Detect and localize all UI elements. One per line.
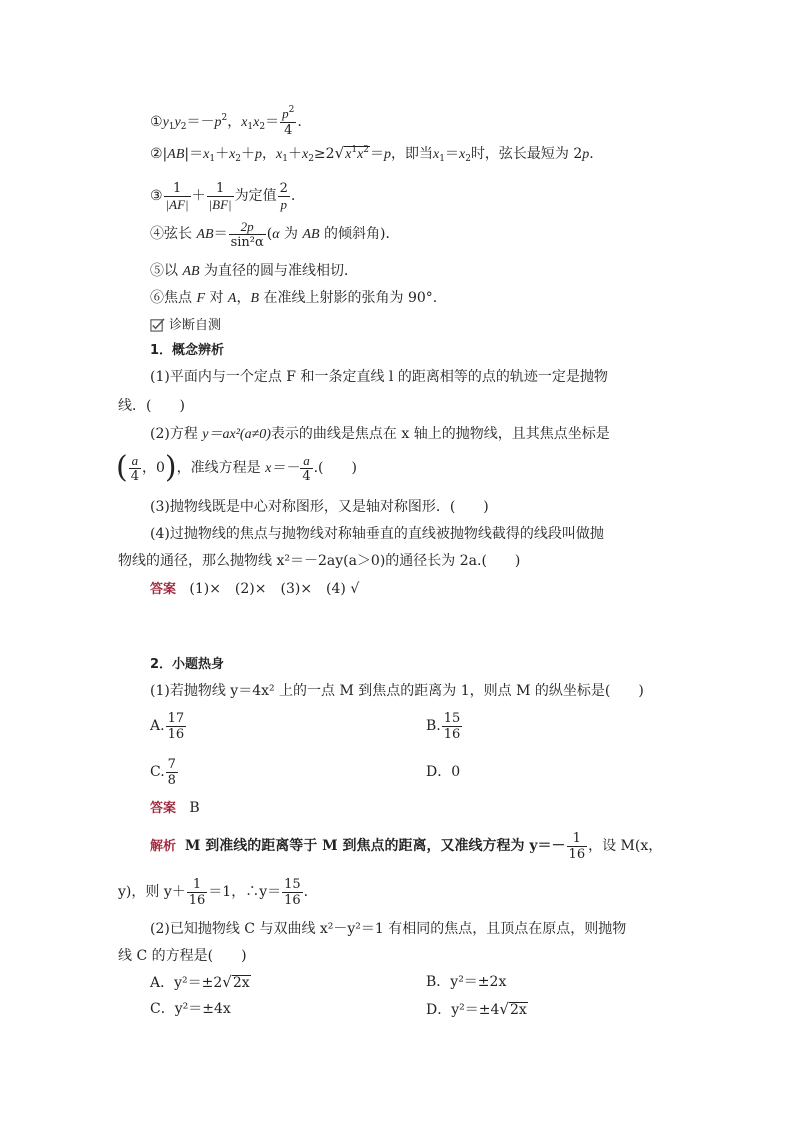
p2-eq2: ＝ bbox=[444, 146, 459, 162]
right-paren: ) bbox=[164, 450, 177, 485]
p1-num: p bbox=[282, 106, 289, 121]
s2-q2-option-d bbox=[426, 999, 528, 1020]
s1-q2-frac1 bbox=[129, 453, 141, 484]
p2-sqrt-body: $x^1x^2$ bbox=[345, 145, 370, 162]
p2-eq: ＝ bbox=[370, 146, 385, 162]
s1-answer-text: (1)× (2)× (3)× (4) √ bbox=[189, 581, 360, 597]
diagnose-header bbox=[150, 315, 221, 336]
p1-end: . bbox=[297, 114, 302, 130]
s1-q2-den2: 4 bbox=[302, 468, 311, 484]
p3-plus: ＋ bbox=[191, 188, 206, 204]
s2-q2-option-c: C．y²＝±4x bbox=[150, 1001, 231, 1017]
option-a-den: 16 bbox=[167, 726, 185, 742]
analysis-text1b: ，设 M(x， bbox=[588, 838, 663, 854]
analysis-den1: 16 bbox=[568, 846, 586, 862]
p2-t1: |＝ bbox=[184, 146, 204, 162]
p3-mid: 为定值 bbox=[234, 188, 277, 204]
p4-den: sin²α bbox=[230, 234, 264, 250]
analysis-end: . bbox=[303, 884, 309, 900]
p2-end: . bbox=[589, 146, 594, 162]
s2-q2-line2: 线 C 的方程是( ) bbox=[118, 948, 247, 964]
p1-y2: y bbox=[174, 115, 181, 130]
p2-plus2: ＋ bbox=[241, 146, 256, 162]
option-c-frac bbox=[166, 757, 178, 788]
option-a-num: 17 bbox=[167, 710, 185, 726]
s1-q2-tail1: ，准线方程是 bbox=[176, 460, 266, 476]
p1-den: 4 bbox=[284, 123, 293, 138]
option-a-label: A. bbox=[150, 718, 165, 734]
s1-q4-line2: 物线的通径，那么抛物线 x²＝－2ay(a＞0)的通径长为 2a.( ) bbox=[118, 553, 521, 569]
option-b-num: 15 bbox=[443, 710, 461, 726]
p1-p: p bbox=[214, 115, 222, 130]
s1-answer bbox=[150, 579, 359, 600]
p2-plus: ＋ bbox=[215, 146, 230, 162]
p4-alpha: α bbox=[272, 227, 280, 242]
p6-mid2: ， bbox=[236, 290, 251, 306]
p1-y1: y bbox=[162, 115, 169, 130]
p6-b: B bbox=[250, 291, 260, 306]
p4-ab2: AB bbox=[302, 227, 320, 242]
p2-prefix: ②| bbox=[150, 146, 168, 162]
option-b-den: 16 bbox=[443, 726, 461, 742]
p3-den2: |BF| bbox=[208, 196, 232, 212]
s1-q2-end: .( ) bbox=[313, 460, 357, 476]
analysis-num1: 1 bbox=[567, 831, 588, 847]
s2-analysis-line2 bbox=[118, 872, 308, 912]
p1-eq2: ＝ bbox=[265, 114, 280, 130]
option-b-frac bbox=[442, 711, 463, 742]
p3-frac3 bbox=[278, 181, 290, 212]
p6-rest: 在准线上射影的张角为 90°. bbox=[259, 290, 438, 306]
p3-end: . bbox=[290, 188, 296, 204]
p6-a: A bbox=[227, 291, 237, 306]
p4-prefix: ④弦长 bbox=[150, 226, 197, 242]
p3-num2: 1 bbox=[207, 181, 234, 197]
s1-q2-line1 bbox=[150, 424, 610, 445]
p1-x2: x bbox=[253, 115, 260, 130]
analysis-text2b: ＝1，∴y＝ bbox=[208, 884, 282, 900]
q2-option-a-rad: 2x bbox=[232, 975, 250, 991]
s1-q2-b: y＝ax²(a≠0) bbox=[202, 427, 271, 442]
s1-q3: (3)抛物线既是中心对称图形，又是轴对称图形．( ) bbox=[150, 499, 489, 515]
left-paren: ( bbox=[116, 450, 128, 485]
s1-q2-mid: ，0 bbox=[142, 460, 165, 476]
q2-option-a-text: A．y²＝±2 bbox=[150, 975, 223, 991]
p2-p: p bbox=[255, 147, 263, 162]
analysis-frac1 bbox=[567, 831, 588, 862]
p5-rest: 为直径的圆与准线相切． bbox=[199, 263, 359, 279]
analysis-den3: 16 bbox=[284, 892, 301, 908]
p2-geq: ≥2 bbox=[313, 146, 335, 162]
s2-q1-option-d: D．0 bbox=[426, 764, 461, 780]
analysis-frac3 bbox=[282, 877, 303, 908]
option-b-label: B. bbox=[426, 718, 441, 734]
option-a-frac bbox=[166, 711, 187, 742]
p6-mid1: 对 bbox=[205, 290, 228, 306]
p5-ab: AB bbox=[182, 264, 200, 279]
s1-q2-num2: a bbox=[300, 453, 312, 469]
p3-num1: 1 bbox=[164, 181, 191, 197]
p2-plus3: ＋ bbox=[287, 146, 302, 162]
property-6 bbox=[150, 288, 437, 309]
analysis-text2: y)，则 y＋ bbox=[118, 884, 186, 900]
p1-prefix: ① bbox=[150, 114, 163, 130]
s2-answer bbox=[150, 798, 200, 819]
q2-option-d-text: D．y²＝±4 bbox=[426, 1002, 500, 1018]
s1-q1-line1: (1)平面内与一个定点 F 和一条定直线 l 的距离相等的点的轨迹一定是抛物 bbox=[150, 369, 608, 385]
analysis-num2: 1 bbox=[187, 877, 208, 893]
p3-den1: |AF| bbox=[165, 196, 189, 212]
p3-prefix: ③ bbox=[150, 188, 163, 204]
property-4 bbox=[150, 216, 400, 252]
option-c-label: C. bbox=[150, 764, 165, 780]
p3-num3: 2 bbox=[279, 180, 288, 196]
q2-option-a-sqrt-sign: √ bbox=[222, 973, 232, 991]
s2-answer-label: 答案 bbox=[150, 801, 177, 816]
p4-rest3: 的倾斜角)． bbox=[319, 226, 400, 242]
s1-q2-line2 bbox=[116, 448, 357, 488]
s1-q2-c: 表示的曲线是焦点在 x 轴上的抛物线，且其焦点坐标是 bbox=[270, 426, 610, 442]
p1-comma: ， bbox=[227, 114, 242, 130]
p4-num: 2p bbox=[229, 219, 266, 235]
property-1: $①y_1y_2=-p^2$，$x_1x_2=$ $\frac{p^2}{4}$ . bbox=[150, 105, 302, 138]
p6-prefix: ⑥焦点 bbox=[150, 290, 197, 306]
p4-rest1: ( bbox=[266, 226, 273, 242]
s1-q2-num: a bbox=[129, 453, 141, 469]
analysis-frac2 bbox=[187, 877, 208, 908]
property-5 bbox=[150, 261, 358, 282]
option-c-num: 7 bbox=[167, 756, 176, 772]
s1-q2-den: 4 bbox=[130, 468, 139, 484]
section2-title: 2．小题热身 bbox=[150, 657, 225, 672]
s1-q4-line1: (4)过抛物线的焦点与抛物线对称轴垂直的直线被抛物线截得的线段叫做抛 bbox=[150, 526, 604, 542]
p2-ab: AB bbox=[167, 147, 185, 162]
s2-analysis-line1 bbox=[150, 826, 662, 866]
analysis-num3: 15 bbox=[284, 876, 301, 892]
s1-answer-label: 答案 bbox=[150, 582, 177, 597]
s2-q2-line1: (2)已知抛物线 C 与双曲线 x²－y²＝1 有相同的焦点，且顶点在原点，则抛物 bbox=[150, 921, 627, 937]
s2-q1-stem: (1)若抛物线 y＝4x² 上的一点 M 到焦点的距离为 1，则点 M 的纵坐标是( ) bbox=[150, 683, 644, 699]
p2-shortest: 时，弦长最短为 2 bbox=[470, 146, 583, 162]
s2-analysis-label: 解析 bbox=[150, 839, 177, 854]
option-c-den: 8 bbox=[167, 772, 176, 788]
s1-q1-line2: 线．( ) bbox=[118, 398, 185, 414]
p4-ab: AB bbox=[196, 227, 214, 242]
s1-q2-frac2 bbox=[300, 453, 312, 484]
s2-q2-option-a bbox=[150, 972, 251, 993]
p4-eq: ＝ bbox=[213, 226, 228, 242]
s2-q1-option-a bbox=[150, 706, 187, 746]
s2-q1-option-c bbox=[150, 752, 179, 792]
p3-frac1 bbox=[164, 181, 191, 212]
p1-fraction: $\frac{p^2}{4}$ bbox=[282, 105, 295, 138]
property-3 bbox=[150, 178, 295, 214]
p3-den3: p bbox=[280, 196, 288, 212]
q2-option-d-sqrt-sign: √ bbox=[499, 1000, 509, 1018]
analysis-text1: M 到准线的距离等于 M 到焦点的距离，又准线方程为 y＝－ bbox=[184, 838, 566, 854]
p5-prefix: ⑤以 bbox=[150, 263, 183, 279]
s2-q2-option-b: B．y²＝±2x bbox=[426, 974, 507, 990]
p2-sqrt-sign: √ bbox=[334, 144, 345, 162]
p6-f: F bbox=[196, 291, 206, 306]
s1-q2-tail2: x＝－ bbox=[265, 461, 300, 476]
s2-q1-option-b bbox=[426, 706, 463, 746]
analysis-den2: 16 bbox=[188, 892, 206, 908]
s1-q2-a: (2)方程 bbox=[150, 426, 203, 442]
p2-when: ，即当 bbox=[391, 146, 434, 162]
q2-option-d-rad: 2x bbox=[509, 1002, 527, 1018]
p1-x1: x bbox=[241, 115, 248, 130]
p2-comma: ， bbox=[262, 146, 277, 162]
p4-frac bbox=[229, 219, 266, 250]
p1-eq: ＝－ bbox=[186, 114, 215, 130]
p4-rest2: 为 bbox=[279, 226, 303, 242]
section1-title: 1．概念辨析 bbox=[150, 343, 225, 358]
s2-answer-text: B bbox=[189, 800, 200, 816]
p3-frac2 bbox=[207, 181, 234, 212]
pencil-check-icon bbox=[150, 317, 165, 332]
property-2: $②|AB|=x_1+x_2+p$，$x_1+x_2\ge 2√x^1x^2=p$，即当$x_1=x_2$时，弦长最短为 2p. bbox=[150, 144, 594, 164]
diagnose-label: 诊断自测 bbox=[169, 318, 222, 333]
